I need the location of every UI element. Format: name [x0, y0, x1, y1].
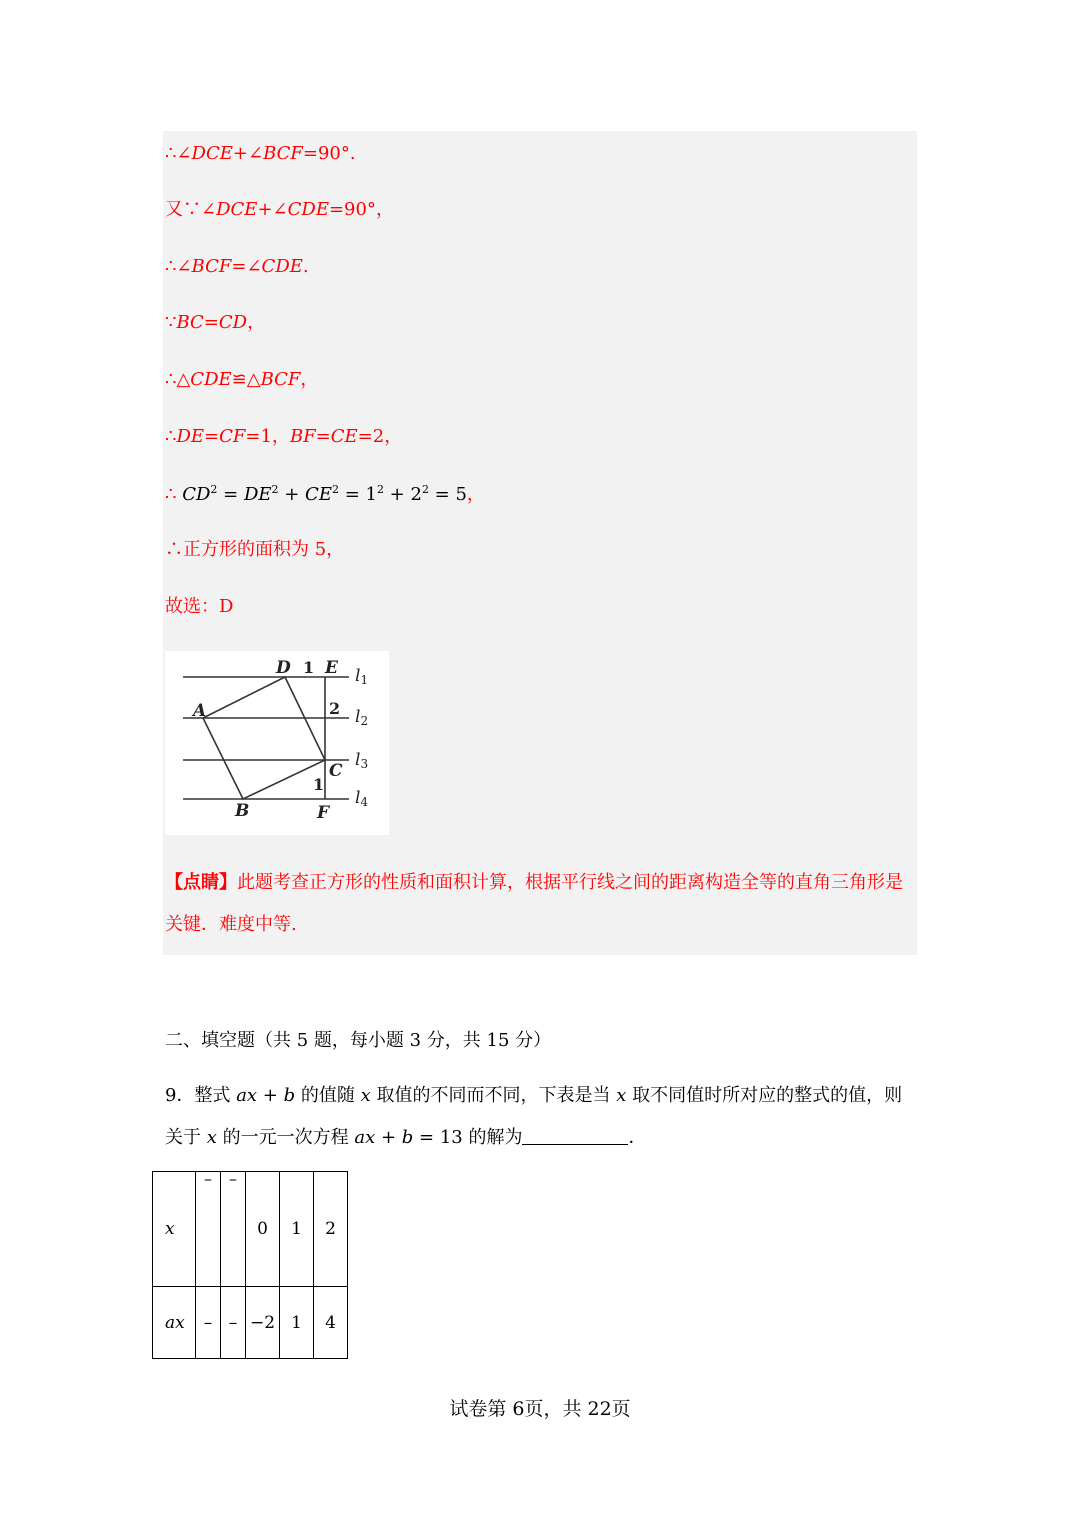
- solution-line-9: 故选：D: [165, 596, 234, 617]
- solution-line-1: [165, 142, 356, 166]
- label-b: B: [235, 801, 250, 821]
- solution-line-5: [165, 368, 318, 392]
- remark-text: 此题考查正方形的性质和面积计算，根据平行线之间的距离构造全等的直角三角形是关键．难度中等.: [165, 872, 903, 935]
- answer-blank[interactable]: [522, 1126, 628, 1145]
- text: 的一元一次方程: [216, 1127, 355, 1148]
- text: CE: [330, 426, 358, 447]
- text: 又∵∠: [165, 199, 217, 220]
- text: l: [355, 750, 361, 770]
- text: ∴: [165, 426, 177, 447]
- text: +: [257, 1085, 284, 1106]
- solution-line-4: [165, 311, 265, 335]
- solution-line-3: [165, 255, 309, 279]
- text: CD: [218, 312, 248, 333]
- text: = 5: [428, 484, 467, 505]
- text: + 2: [383, 484, 422, 505]
- text: 2: [376, 483, 384, 496]
- text: x: [360, 1085, 371, 1106]
- section-heading: 二、填空题（共 5 题，每小题 3 分，共 15 分）: [165, 1030, 552, 1051]
- text: 取值的不同而不同，下表是当: [370, 1085, 617, 1106]
- text: =1，: [245, 426, 290, 447]
- text: .: [302, 256, 309, 277]
- geometry-svg: [165, 651, 389, 835]
- label-e: E: [325, 658, 338, 678]
- text: x: [206, 1127, 217, 1148]
- text: CDE: [190, 369, 232, 390]
- square-abcd: [203, 677, 325, 799]
- text: =2，: [357, 426, 403, 447]
- table-cell: 0: [246, 1172, 280, 1287]
- text: l: [355, 788, 361, 808]
- text: ax: [354, 1127, 376, 1148]
- label-2: 2: [329, 699, 341, 718]
- text: ，: [466, 484, 485, 505]
- text: +∠: [257, 199, 288, 220]
- text: 取不同值时所对应的整式的值，则关于: [165, 1085, 903, 1148]
- text: –: [204, 1171, 212, 1188]
- label-l1: [355, 666, 368, 687]
- text: –: [229, 1171, 237, 1188]
- text: =: [315, 426, 331, 447]
- table-cell: –: [196, 1287, 221, 1359]
- page-footer: 试卷第 6页，共 22页: [449, 1398, 631, 1420]
- label-1-top: 1: [303, 658, 315, 677]
- text: DCE: [216, 199, 258, 220]
- text: ，: [300, 369, 319, 390]
- text: CDE: [287, 199, 329, 220]
- label-c: C: [329, 761, 343, 781]
- geometry-figure: [165, 651, 389, 835]
- text: ax: [236, 1085, 258, 1106]
- text: +∠: [232, 143, 264, 164]
- text: DCE: [191, 143, 233, 164]
- text: =: [204, 426, 220, 447]
- solution-line-7: [165, 483, 485, 507]
- text: 2: [271, 483, 279, 496]
- text: ，: [247, 312, 266, 333]
- text: ∴∠: [165, 256, 192, 277]
- text: +: [278, 484, 306, 505]
- label-l4: [355, 788, 368, 809]
- label-d: D: [276, 658, 291, 678]
- text: BF: [289, 426, 316, 447]
- text: ∵: [165, 312, 177, 333]
- label-l2: [355, 707, 368, 728]
- label-1-bottom: 1: [313, 775, 325, 794]
- table-cell: [196, 1172, 221, 1287]
- solution-line-6: [165, 425, 402, 449]
- text: CDE: [261, 256, 303, 277]
- text: 2: [210, 483, 218, 496]
- text: ∴: [165, 484, 183, 505]
- table-cell: x: [153, 1172, 196, 1287]
- text: l: [355, 707, 361, 727]
- label-a: A: [193, 701, 207, 721]
- text: =90°.: [302, 143, 356, 164]
- solution-line-8: ∴正方形的面积为 5，: [165, 539, 345, 560]
- table-cell: 1: [280, 1287, 314, 1359]
- text: l: [355, 666, 361, 686]
- text: ∴△: [165, 369, 191, 390]
- text: ．: [628, 1127, 647, 1148]
- label-l3: [355, 750, 368, 771]
- text: =∠: [231, 256, 262, 277]
- table-row: [153, 1172, 348, 1287]
- table-cell: 2: [314, 1172, 348, 1287]
- text: 的解为: [462, 1127, 523, 1148]
- text: = 1: [338, 484, 377, 505]
- text: b: [401, 1127, 414, 1148]
- text: 1: [360, 673, 369, 687]
- question-9: [165, 1075, 915, 1159]
- text: 2: [421, 483, 429, 496]
- table-cell: ax: [153, 1287, 196, 1359]
- text: 2: [331, 483, 339, 496]
- text: 的值随: [295, 1085, 361, 1106]
- table-cell: –: [221, 1287, 246, 1359]
- text: 2: [360, 714, 369, 728]
- text: ∴∠: [165, 143, 192, 164]
- text: b: [283, 1085, 296, 1106]
- text: BC: [176, 312, 204, 333]
- solution-line-2: [165, 198, 394, 222]
- table-cell: [221, 1172, 246, 1287]
- text: 3: [360, 757, 369, 771]
- text: ≌△: [231, 369, 261, 390]
- text: x: [616, 1085, 627, 1106]
- text: BCF: [263, 143, 303, 164]
- text: CD: [182, 484, 211, 505]
- text: 4: [360, 795, 369, 809]
- remark: [165, 862, 915, 946]
- text: CF: [219, 426, 246, 447]
- table-cell: −2: [246, 1287, 280, 1359]
- text: CE: [305, 484, 332, 505]
- text: +: [375, 1127, 402, 1148]
- table-row: [153, 1287, 348, 1359]
- table-cell: 4: [314, 1287, 348, 1359]
- text: = 13: [413, 1127, 463, 1148]
- text: DE: [243, 484, 272, 505]
- table-cell: 1: [280, 1172, 314, 1287]
- text: DE: [176, 426, 205, 447]
- values-table: [152, 1171, 348, 1359]
- remark-tag: 【点睛】: [165, 872, 237, 893]
- text: =: [217, 484, 244, 505]
- text: =90°，: [328, 199, 394, 220]
- text: BCF: [260, 369, 301, 390]
- label-f: F: [317, 803, 330, 823]
- text: =: [203, 312, 219, 333]
- text: BCF: [191, 256, 232, 277]
- text: 9．整式: [165, 1085, 237, 1106]
